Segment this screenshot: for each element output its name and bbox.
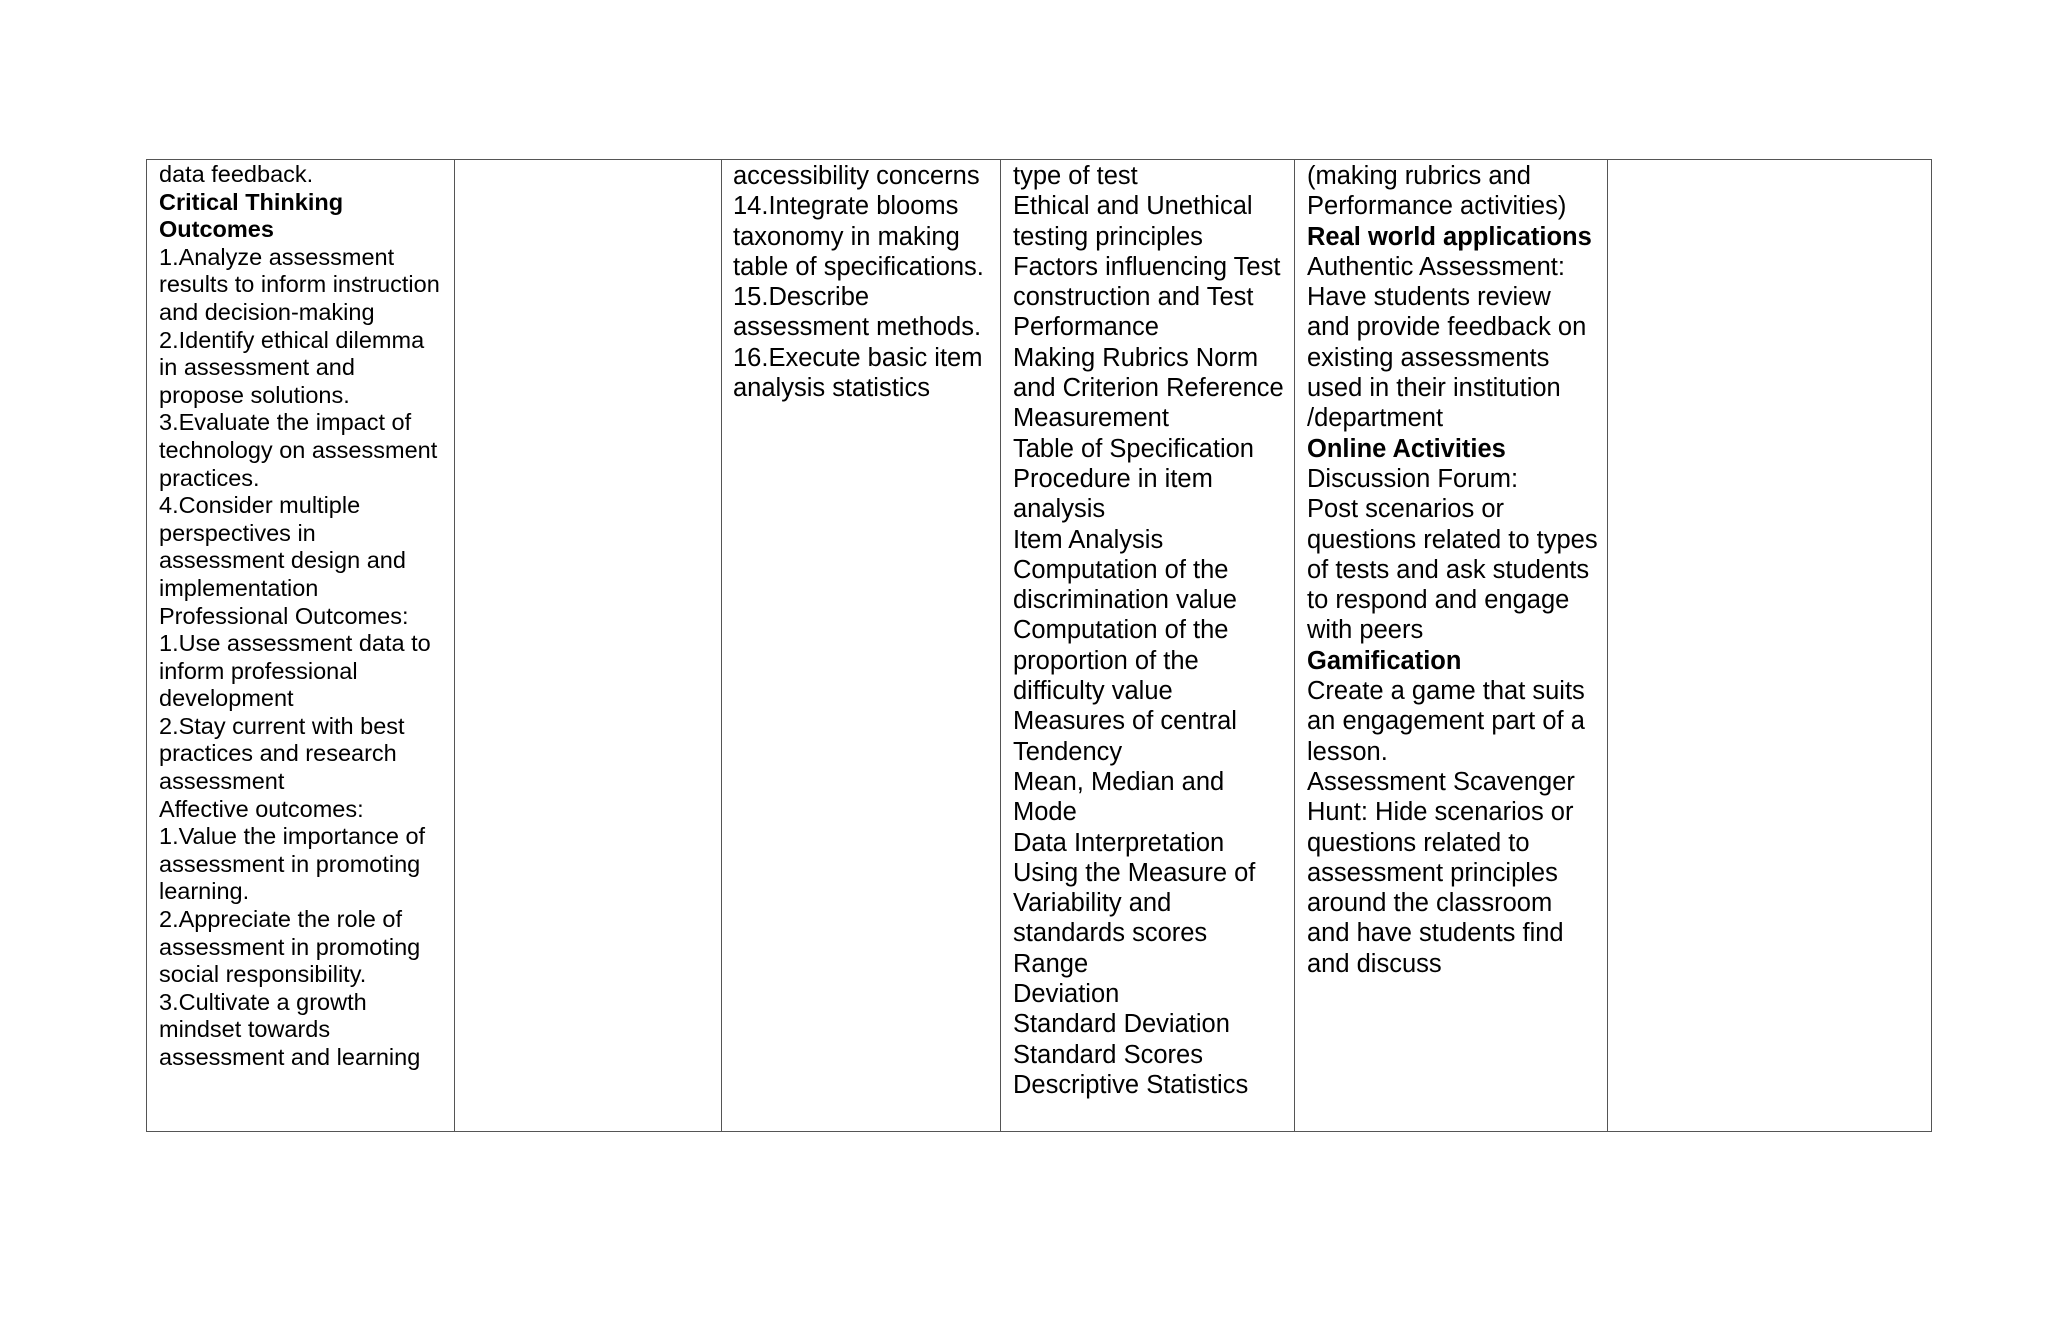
empty-cell	[1608, 160, 1932, 1132]
cell-line: (making rubrics and Performance activities)	[1307, 162, 1567, 221]
cell-line: 2.Identify ethical dilemma in assessment and propose solutions.	[159, 326, 425, 408]
cell-content	[1001, 160, 1294, 1100]
topics-cell	[1001, 160, 1295, 1132]
cell-line: Procedure in item analysis	[1013, 464, 1213, 524]
cell-line: type of test	[1013, 162, 1138, 190]
cell-line: Measures of central Tendency	[1013, 707, 1237, 766]
cell-line: 1.Analyze assessment results to inform instruction and decision-making	[159, 243, 440, 325]
cell-line: Using the Measure of Variability and standards scores	[1013, 858, 1256, 948]
cell-line: 2.Stay current with best practices and research assessment	[159, 712, 405, 795]
cell-line: Making Rubrics Norm and Criterion Reference Measurement	[1013, 343, 1284, 433]
cell-line: Range	[1013, 949, 1089, 978]
cell-line: 16.Execute basic item analysis statistics	[733, 343, 983, 403]
cell-line: data feedback.	[159, 161, 314, 187]
syllabus-table	[146, 159, 1932, 1132]
section-heading: Critical Thinking Outcomes	[159, 188, 344, 243]
cell-line: 4.Consider multiple perspectives in assessment design and implementation	[159, 492, 406, 601]
cell-line: Computation of the proportion of the difficulty value	[1013, 616, 1229, 706]
cell-line: Deviation	[1013, 980, 1120, 1009]
cell-line: Computation of the discrimination value	[1013, 555, 1237, 615]
outcomes-cell	[147, 160, 455, 1132]
cell-line: 3.Cultivate a growth mindset towards assessment and learning	[159, 988, 421, 1070]
empty-cell	[455, 160, 722, 1132]
section-heading: Online Activities	[1307, 434, 1506, 463]
cell-line: Descriptive Statistics	[1013, 1070, 1249, 1099]
cell-line: Standard Scores	[1013, 1040, 1203, 1069]
cell-line: 15.Describe assessment methods.	[733, 283, 982, 342]
cell-line: Table of Specification	[1013, 434, 1254, 463]
cell-line: Professional Outcomes:	[159, 602, 409, 629]
cell-content	[1295, 160, 1607, 979]
cell-line: Affective outcomes:	[159, 795, 364, 822]
cell-line: 1.Value the importance of assessment in promoting learning.	[159, 823, 426, 905]
cell-content	[722, 160, 1000, 403]
cell-line: Authentic Assessment: Have students review and provide feedback on existing assessments used in their institution /department	[1307, 252, 1587, 433]
section-heading: Gamification	[1307, 646, 1462, 675]
cell-line: Assessment Scavenger Hunt: Hide scenarios or questions related to assessment principles around the classroom and have students find and discuss	[1307, 767, 1575, 978]
cell-line: 3.Evaluate the impact of technology on assessment practices.	[159, 409, 438, 491]
cell-line: accessibility concerns	[733, 162, 980, 190]
cell-line: Create a game that suits an engagement part of a lesson.	[1307, 677, 1585, 766]
cell-line: 2.Appreciate the role of assessment in promoting social responsibility.	[159, 906, 421, 988]
cell-line: Data Interpretation	[1013, 828, 1225, 857]
table-row	[147, 160, 1932, 1132]
cell-content	[1608, 160, 1931, 161]
section-heading: Real world applications	[1307, 222, 1592, 251]
cell-line: Mean, Median and Mode	[1013, 767, 1225, 827]
learning-objectives-cell	[722, 160, 1001, 1132]
cell-line: Standard Deviation	[1013, 1010, 1230, 1039]
activities-cell	[1295, 160, 1608, 1132]
cell-content	[455, 160, 721, 161]
cell-content	[147, 160, 454, 1072]
cell-line: Ethical and Unethical testing principles	[1013, 192, 1253, 251]
cell-line: 14.Integrate blooms taxonomy in making table of specifications.	[733, 192, 984, 281]
cell-line: Factors influencing Test construction and Test Performance	[1013, 252, 1281, 342]
cell-line: Discussion Forum:	[1307, 464, 1519, 493]
cell-line: Item Analysis	[1013, 525, 1164, 554]
cell-line: 1.Use assessment data to inform professional development	[159, 630, 431, 712]
cell-line: Post scenarios or questions related to types of tests and ask students to respond and engage with peers	[1307, 495, 1598, 645]
